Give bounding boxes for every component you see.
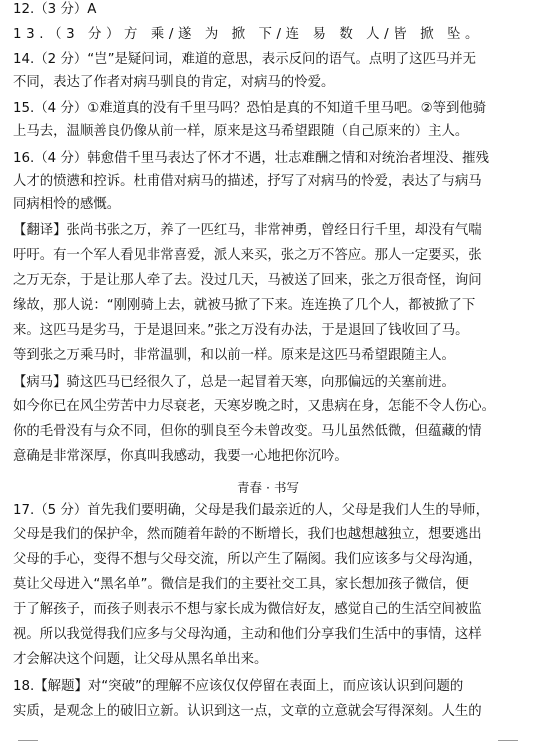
answer-17-line-6: 视。所以我觉得我们应多与父母沟通，主动和他们分享我们生活中的事情，这样 xyxy=(13,627,482,642)
answer-18-line-1: 18.【解题】对“突破”的理解不应该仅仅停留在表面上，而应该认识到问题的 xyxy=(13,679,464,694)
answer-14-line-2: 不同，表达了作者对病马驯良的肯定，对病马的怜爱。 xyxy=(13,75,335,90)
answer-17-line-4: 莫让父母进入“黑名单”。微信是我们的主要社交工具，家长想加孩子微信，便 xyxy=(13,577,469,592)
translation-line-5: 来。这匹马是劣马，于是退回来。”张之万没有办法，于是退回了钱收回了马。 xyxy=(13,323,469,338)
answer-17-line-5: 于了解孩子，而孩子则表示不想与家长成为微信好友，感觉自己的生活空间被监 xyxy=(13,602,482,617)
footer-rule-right xyxy=(498,740,518,741)
footer-rule-left xyxy=(18,740,38,741)
translation-line-3: 之万无奈，于是让那人牵了去。没过几天，马被送了回来，张之万很奇怪，询问 xyxy=(13,273,482,288)
answer-17-line-7: 才会解决这个问题，让父母从黑名单出来。 xyxy=(13,652,268,667)
answer-12: 12.（3 分）A xyxy=(13,2,97,17)
translation-line-2: 吁吁。有一个军人看见非常喜爱，派人来买，张之万不答应。那人一定要买，张 xyxy=(13,248,482,263)
answer-17-line-1: 17.（5 分）首先我们要明确，父母是我们最亲近的人，父母是我们人生的导师， xyxy=(13,503,489,518)
sick-horse-line-3: 你的毛骨没有与众不同，但你的驯良至今未曾改变。马儿虽然低微，但蕴藏的情 xyxy=(13,424,482,439)
answer-16-line-3: 同病相怜的感慨。 xyxy=(13,197,121,212)
answer-15-line-1: 15.（4 分）①难道真的没有千里马吗？恐怕是真的不知道千里马吧。②等到他骑 xyxy=(13,101,487,116)
answer-13: 13.（3 分）方 乘/遂 为 掀 下/连 易 数 人/皆 掀 坠。 xyxy=(13,27,483,42)
answer-17-line-3: 父母的手心，变得不想与父母交流，所以产生了隔阂。我们应该多与父母沟通， xyxy=(13,552,482,567)
section-heading: 青春 · 书写 xyxy=(237,480,299,495)
translation-line-4: 缘故，那人说：“刚刚骑上去，就被马掀了下来。连连换了几个人，都被掀了下 xyxy=(13,298,476,313)
answer-16-line-1: 16.（4 分）韩愈借千里马表达了怀才不遇，壮志难酬之情和对统治者埋没、摧残 xyxy=(13,151,489,166)
translation-line-1: 【翻译】张尚书张之万，养了一匹红马，非常神勇，曾经日行千里，却没有气喘 xyxy=(13,223,482,238)
translation-line-6: 等到张之万乘马时，非常温驯，和以前一样。原来是这匹马希望跟随主人。 xyxy=(13,348,455,363)
answer-14-line-1: 14.（2 分）“岂”是疑问词，难道的意思，表示反问的语气。点明了这匹马并无 xyxy=(13,52,477,67)
sick-horse-line-1: 【病马】骑这匹马已经很久了，总是一起冒着天寒，向那偏远的关塞前进。 xyxy=(13,375,455,390)
answer-17-line-2: 父母是我们的保护伞，然而随着年龄的不断增长，我们也越想越独立，想要逃出 xyxy=(13,527,482,542)
answer-18-line-2: 实质，是观念上的破旧立新。认识到这一点，文章的立意就会写得深刻。人生的 xyxy=(13,704,482,719)
answer-16-line-2: 人才的愤懑和控诉。杜甫借对病马的描述，抒写了对病马的怜爱，表达了与病马 xyxy=(13,174,482,189)
sick-horse-line-2: 如今你已在风尘劳苦中力尽衰老，天寒岁晚之时，又患病在身，怎能不令人伤心。 xyxy=(13,399,496,414)
sick-horse-line-4: 意确是非常深厚，你真叫我感动，我要一心地把你沉吟。 xyxy=(13,449,348,464)
answer-15-line-2: 上马去，温顺善良仍像从前一样，原来是这马希望跟随（自己原来的）主人。 xyxy=(13,124,469,139)
